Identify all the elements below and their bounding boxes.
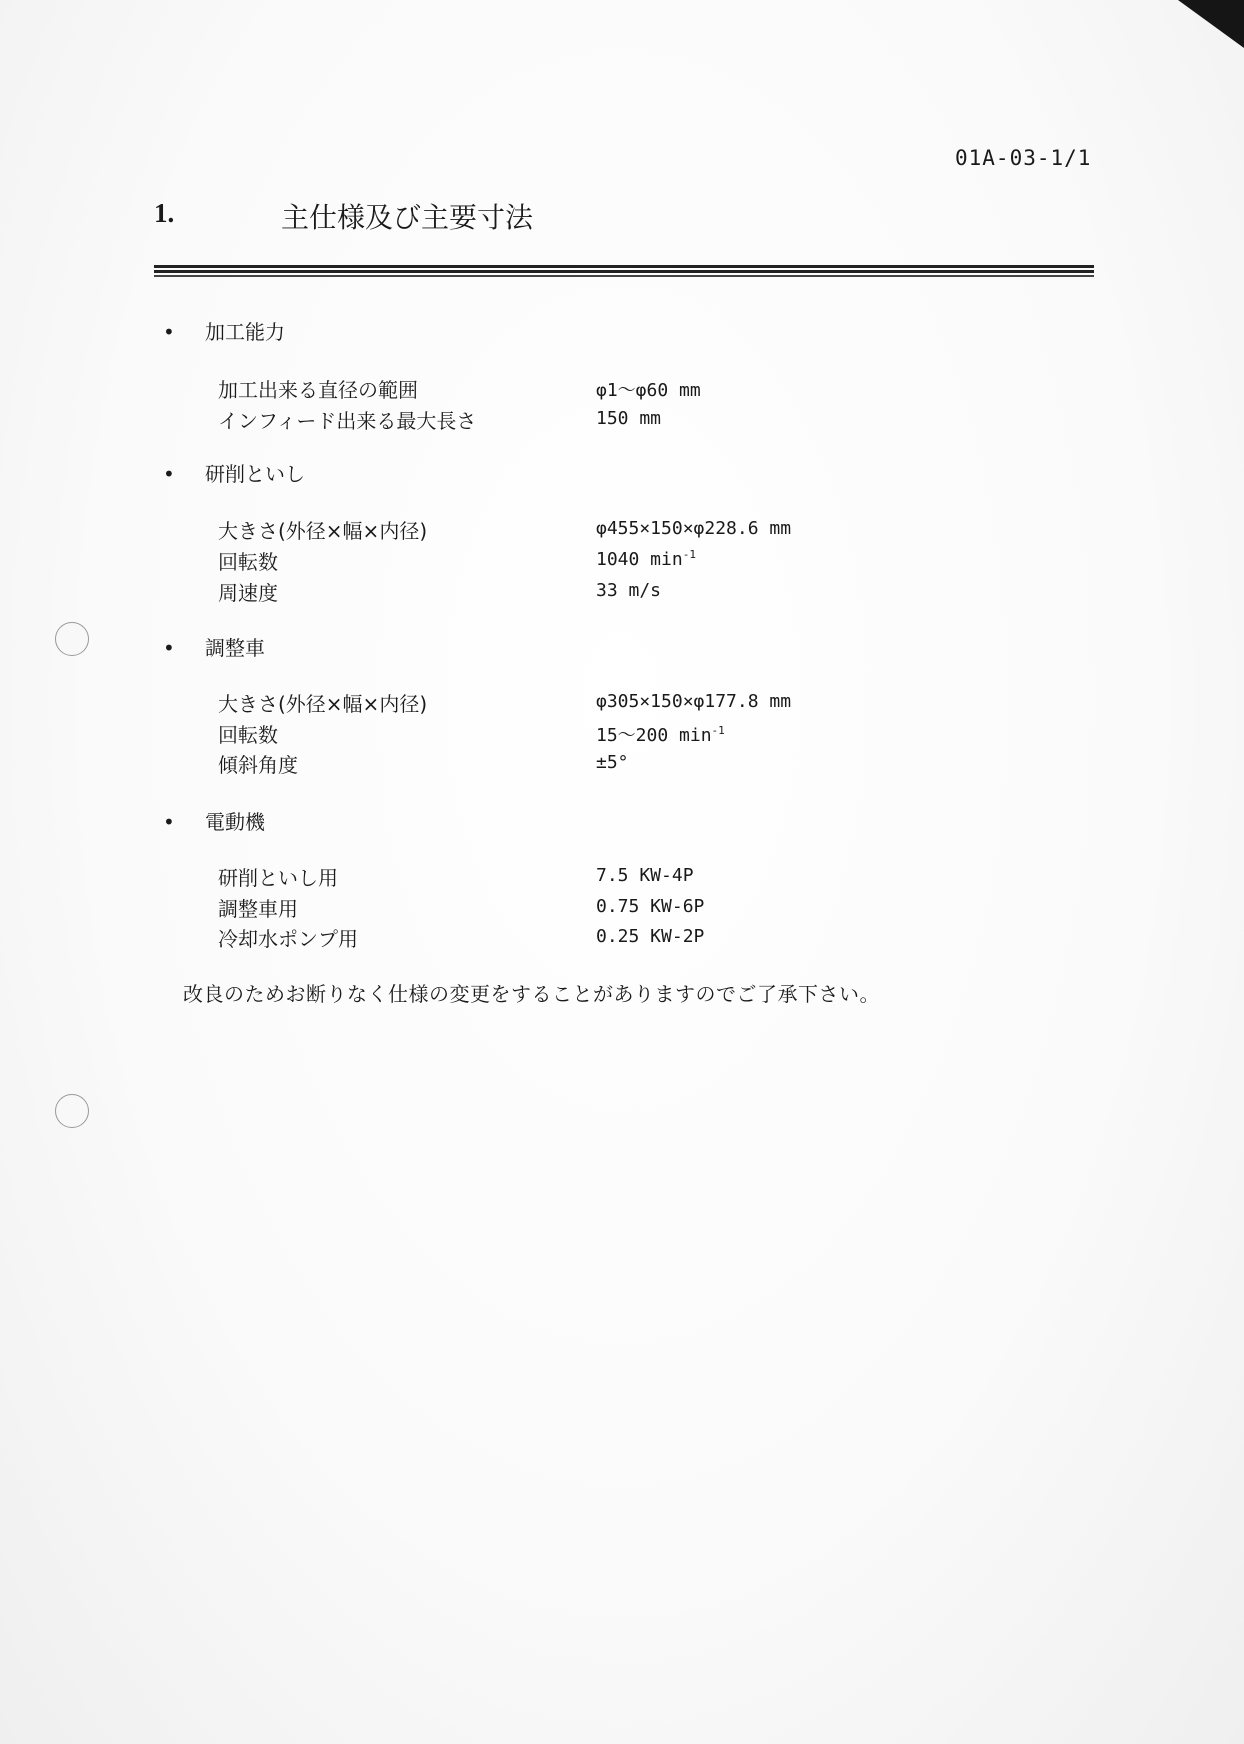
spec-label: 研削といし用 [218,866,338,890]
spec-value: φ1～φ60 mm [596,380,701,401]
section-heading: • 調整車 [163,636,265,660]
bullet-icon: • [163,462,175,486]
section-number: 1. [154,198,175,228]
spec-value: 1040 $\min^{-1}$ [596,548,696,570]
spec-value: 33 m/s [596,580,662,601]
title-divider [154,265,1094,279]
section-heading: • 研削といし [163,462,305,486]
punch-hole-bottom [55,1094,89,1128]
spec-label: 回転数 [218,723,278,747]
spec-label: インフィード出来る最大長さ [218,409,477,433]
spec-value: 0.75 KW-6P [596,896,705,917]
section-heading: • 電動機 [163,810,265,834]
spec-value: ±5° [596,752,629,773]
spec-label: 調整車用 [218,897,298,921]
spec-value: 0.25 KW-2P [596,926,705,947]
disclaimer-note: 改良のためお断りなく仕様の変更をすることがありますのでご了承下さい。 [183,982,880,1006]
section-title: 主仕様及び主要寸法 [281,201,534,234]
spec-label: 冷却水ポンプ用 [218,927,358,951]
section-heading: • 加工能力 [163,320,285,344]
punch-hole-top [55,622,89,656]
spec-value: φ305×150×φ177.8 mm [596,691,792,712]
spec-label: 大きさ(外径×幅×内径) [218,519,428,543]
spec-value: 15～200 $\min^{-1}$ [596,724,725,746]
spec-value: φ455×150×φ228.6 mm [596,518,792,539]
spec-label: 傾斜角度 [218,753,298,777]
spec-value: 150 mm [596,408,662,429]
bullet-icon: • [163,320,175,344]
spec-label: 大きさ(外径×幅×内径) [218,692,428,716]
spec-label: 回転数 [218,550,278,574]
bullet-icon: • [163,810,175,834]
bullet-icon: • [163,636,175,660]
spec-value: 7.5 KW-4P [596,865,694,886]
folded-corner [1178,0,1244,48]
document-id: 01A-03-1/1 [955,146,1092,170]
spec-label: 周速度 [218,581,278,605]
spec-label: 加工出来る直径の範囲 [218,378,418,402]
